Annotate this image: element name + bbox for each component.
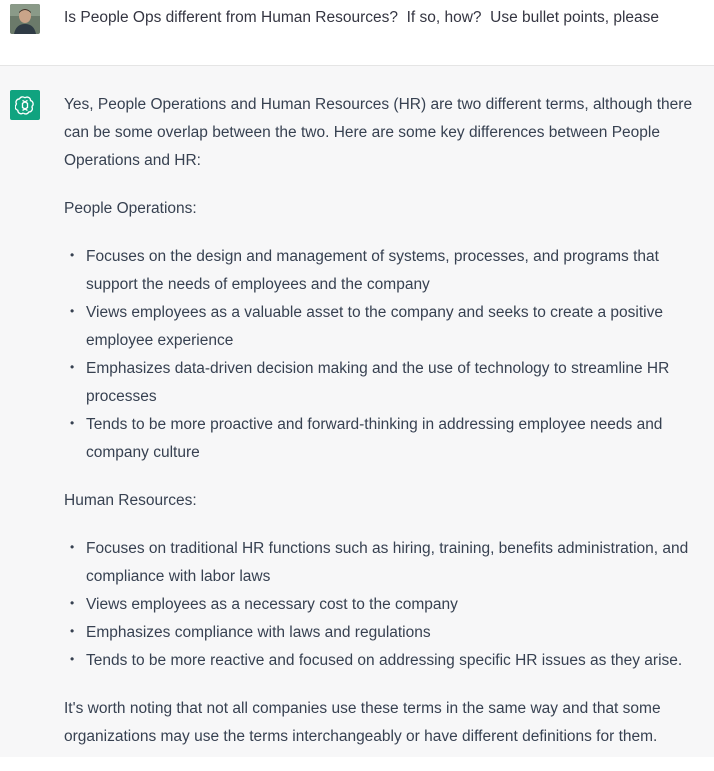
bullet-icon: • bbox=[70, 596, 75, 610]
bullet-icon: • bbox=[70, 540, 75, 554]
list-item: • Emphasizes data-driven decision making and the use of technology to streamline HR processes bbox=[64, 355, 708, 411]
bullet-icon: • bbox=[70, 624, 75, 638]
user-avatar-photo-icon bbox=[10, 4, 40, 34]
assistant-avatar bbox=[10, 90, 40, 120]
bullet-icon: • bbox=[70, 360, 75, 374]
user-avatar bbox=[10, 4, 40, 34]
list-item: • Emphasizes compliance with laws and regulations bbox=[64, 619, 708, 647]
bullet-icon: • bbox=[70, 304, 75, 318]
assistant-message-body bbox=[64, 91, 708, 771]
list-item: • Views employees as a necessary cost to the company bbox=[64, 591, 708, 619]
intro-paragraph: Yes, People Operations and Human Resources (HR) are two different terms, although there can be some overlap between the two. Here are some key differences between People Operations and HR: bbox=[64, 96, 693, 169]
section-heading-hr: Human Resources: bbox=[64, 492, 197, 509]
user-message-text: Is People Ops different from Human Resources? If so, how? Use bullet points, please bbox=[64, 9, 660, 26]
section-heading-people-ops: People Operations: bbox=[64, 200, 197, 217]
bullet-icon: • bbox=[70, 248, 75, 262]
assistant-message-row bbox=[0, 66, 714, 757]
user-message-row bbox=[0, 0, 714, 66]
list-item: • Tends to be more proactive and forward-thinking in addressing employee needs and company culture bbox=[64, 411, 708, 467]
openai-logo-icon bbox=[15, 95, 35, 115]
closing-paragraph: It's worth noting that not all companies use these terms in the same way and that some organizations may use the terms interchangeably or have different definitions for them. bbox=[64, 700, 661, 745]
list-item: • Focuses on traditional HR functions such as hiring, training, benefits administration, and compliance with labor laws bbox=[64, 535, 708, 591]
bullet-icon: • bbox=[70, 416, 75, 430]
list-item: • Focuses on the design and management of systems, processes, and programs that support the needs of employees and the company bbox=[64, 243, 708, 299]
people-ops-list bbox=[64, 243, 708, 467]
list-item: • Tends to be more reactive and focused on addressing specific HR issues as they arise. bbox=[64, 647, 708, 675]
bullet-icon: • bbox=[70, 652, 75, 666]
list-item: • Views employees as a valuable asset to the company and seeks to create a positive employee experience bbox=[64, 299, 708, 355]
hr-list bbox=[64, 535, 708, 675]
